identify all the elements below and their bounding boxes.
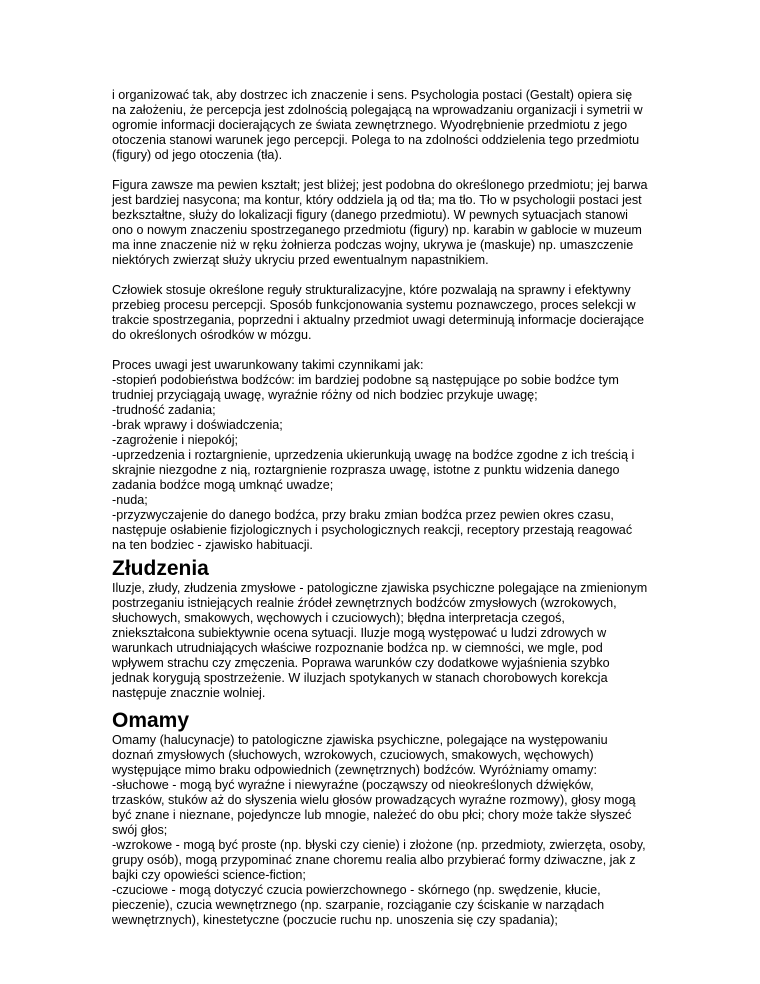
heading-omamy: Omamy (112, 709, 190, 732)
paragraph-spacer (112, 343, 648, 358)
paragraph-zludzenia: Iluzje, złudy, złudzenia zmysłowe - patologiczne zjawiska psychiczne polegające na zmienionym postrzeganiu istniejących realnie źródeł zewnętrznych bodźców zmysłowych (wzrokowych, słuchowych, smakowych, węchowych i czuciowych); błędna interpretacja czegoś, zniekształcona subiektywnie ocena sytuacji. Iluzje mogą występować u ludzi zdrowych w warunkach utrudniających właściwe rozpoznanie bodźca np. w ciemności, we mgle, pod wpływem strachu czy zmęczenia. Poprawa warunków czy dodatkowe wyjaśnienia szybko jednak korygują spostrzeżenie. W iluzjach spotykanych w stanach chorobowych korekcja następuje znacznie wolniej. (112, 581, 648, 700)
paragraph-figura: Figura zawsze ma pewien kształt; jest bliżej; jest podobna do określonego przedmiotu; jej barwa jest bardziej nasycona; ma kontur, który oddziela ją od tła; ma tło. Tło w psychologii postaci jest bezkształtne, służy do lokalizacji figury (danego przedmiotu). W pewnych sytuacjach stanowi ono o nowym znaczeniu spostrzeganego przedmiotu (figury) np. karabin w gablocie w muzeum ma inne znaczenie niż w ręku żołnierza podczas wojny, ukrywa je (maskuje) np. umaszczenie niektórych zwierząt służy ukryciu przed ewentualnym napastnikiem. (112, 178, 648, 267)
paragraph-proces-uwagi: Proces uwagi jest uwarunkowany takimi czynnikami jak: -stopień podobieństwa bodźców: im bardziej podobne są następujące po sobie bodźce tym trudniej przyciągają uwagę, wyraźnie różny od nich bodziec przykuje uwagę; -trudność zadania; -brak wprawy i doświadczenia; -zagrożenie i niepokój; -uprzedzenia i roztargnienie, uprzedzenia ukierunkują uwagę na bodźce zgodne z ich treścią i skrajnie niezgodne z nią, roztargnienie rozprasza uwagę, istotne z punktu widzenia danego zadania bodźce mogą umknąć uwadze; -nuda; -przyzwyczajenie do danego bodźca, przy braku zmian bodźca przez pewien okres czasu, następuje osłabienie fizjologicznych i psychologicznych reakcji, receptory przestają reagować na ten bodziec - zjawisko habituacji. (112, 358, 635, 552)
paragraph-czlowiek: Człowiek stosuje określone reguły strukturalizacyjne, które pozwalają na sprawny i efektywny przebieg procesu percepcji. Sposób funkcjonowania systemu poznawczego, proces selekcji w trakcie spostrzegania, poprzedni i aktualny przedmiot uwagi determinują informacje docierające do określonych ośrodków w mózgu. (112, 283, 645, 342)
paragraph-gestalt: i organizować tak, aby dostrzec ich znaczenie i sens. Psychologia postaci (Gestalt) opiera się na założeniu, że percepcja jest zdolnością polegającą na wprowadzaniu organizacji i symetrii w ogromie informacji docierających ze świata zewnętrznego. Wyodrębnienie przedmiotu z jego otoczenia stanowi warunek jego percepcji. Polega to na zdolności oddzielenia tego przedmiotu (figury) od jego otoczenia (tła). (112, 88, 643, 162)
paragraph-spacer (112, 268, 648, 283)
paragraph-spacer (112, 163, 648, 178)
paragraph-omamy: Omamy (halucynacje) to patologiczne zjawiska psychiczne, polegające na występowaniu doznań zmysłowych (słuchowych, wzrokowych, czuciowych, smakowych, węchowych) występujące mimo braku odpowiednich (zewnętrznych) bodźców. Wyróżniamy omamy: -słuchowe - mogą być wyraźne i niewyraźne (począwszy od nieokreślonych dźwięków, trzasków, stuków aż do słyszenia wielu głosów prowadzących wyraźne rozmowy), głosy mogą być znane i nieznane, pojedyncze lub mnogie, należeć do obu płci; chory może także słyszeć swój głos; -wzrokowe - mogą być proste (np. błyski czy cienie) i złożone (np. przedmioty, zwierzęta, osoby, grupy osób), mogą przypominać znane choremu realia albo przybierać formy dziwaczne, jak z bajki czy opowieści science-fiction; -czuciowe - mogą dotyczyć czucia powierzchownego - skórnego (np. swędzenie, kłucie, pieczenie), czucia wewnętrznego (np. szarpanie, rozciąganie czy ściskanie w narządach wewnętrznych), kinestetyczne (poczucie ruchu np. unoszenia się czy spadania); (112, 733, 646, 927)
heading-zludzenia: Złudzenia (112, 557, 209, 580)
